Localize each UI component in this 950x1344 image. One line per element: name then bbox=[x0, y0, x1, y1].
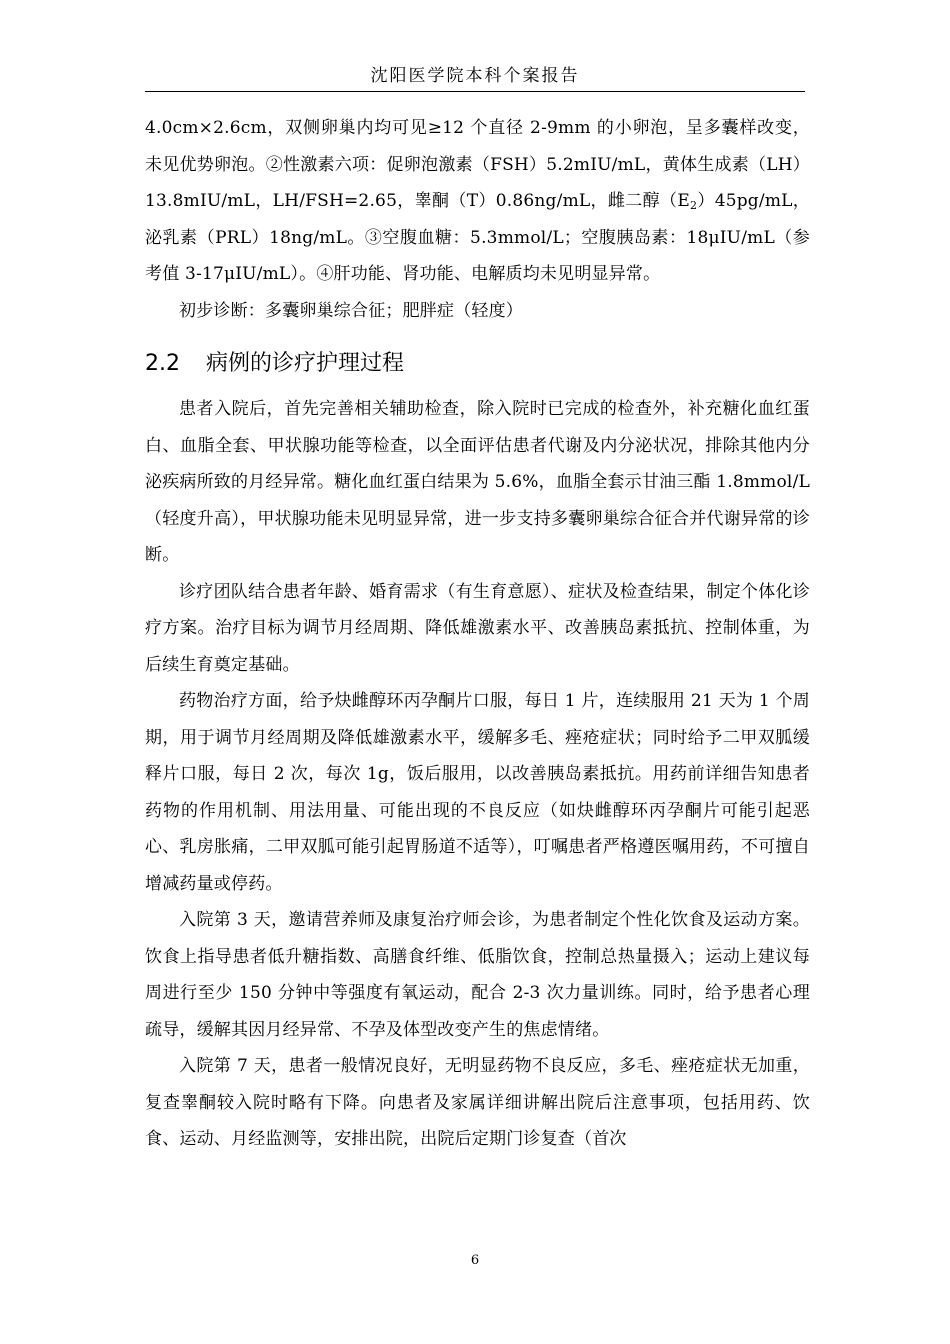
estradiol-subscript: 2 bbox=[689, 199, 698, 212]
paragraph-day3: 入院第 3 天，邀请营养师及康复治疗师会诊，为患者制定个性化饮食及运动方案。饮食上指导患者低升糖指数、高膳食纤维、低脂饮食，控制总热量摄入；运动上建议每周进行至少 150 分钟中等强度有氧运动，配合 2-3 次力量训练。同时，给予患者心理疏导，缓解其因月经异常、不孕及体型改变产生的焦虑情绪。 bbox=[145, 910, 810, 1040]
lab-results-text-b: ）45pg/mL，泌乳素（PRL）18ng/mL。③空腹血糖：5.3mmol/L；空腹胰岛素：18μIU/mL（参考值 3-17μIU/mL）。④肝功能、肾功能、电解质均未见明显异常。 bbox=[145, 191, 810, 284]
page-body bbox=[145, 110, 810, 1158]
lab-results-paragraph bbox=[145, 110, 810, 293]
section-title: 病例的诊疗护理过程 bbox=[206, 351, 405, 376]
header-rule bbox=[145, 91, 805, 92]
lab-results-text-a: 4.0cm×2.6cm，双侧卵巢内均可见≥12 个直径 2-9mm 的小卵泡，呈多囊样改变，未见优势卵泡。②性激素六项：促卵泡激素（FSH）5.2mIU/mL，黄体生成素（LH）13.8mIU/mL，LH/FSH=2.65，睾酮（T）0.86ng/mL，雌二醇（E bbox=[145, 118, 810, 211]
paragraph-day7: 入院第 7 天，患者一般情况良好，无明显药物不良反应，多毛、痤疮症状无加重，复查睾酮较入院时略有下降。向患者及家属详细讲解出院后注意事项，包括用药、饮食、运动、月经监测等，安排出院，出院后定期门诊复查（首次 bbox=[145, 1056, 810, 1149]
paragraph-medication: 药物治疗方面，给予炔雌醇环丙孕酮片口服，每日 1 片，连续服用 21 天为 1 个周期，用于调节月经周期及降低雄激素水平，缓解多毛、痤疮症状；同时给予二甲双胍缓释片口服，每日 2 次，每次 1g，饭后服用，以改善胰岛素抵抗。用药前详细告知患者药物的作用机制、用法用量、可能出现的不良反应（如炔雌醇环丙孕酮片可能引起恶心、乳房胀痛，二甲双胍可能引起胃肠道不适等），叮嘱患者严格遵医嘱用药，不可擅自增减药量或停药。 bbox=[145, 691, 810, 894]
paragraph-treatment-plan: 诊疗团队结合患者年龄、婚育需求（有生育意愿）、症状及检查结果，制定个体化诊疗方案。治疗目标为调节月经周期、降低雄激素水平、改善胰岛素抵抗、控制体重，为后续生育奠定基础。 bbox=[145, 581, 810, 675]
page-number: 6 bbox=[470, 1253, 480, 1268]
section-number: 2.2 bbox=[145, 351, 180, 376]
preliminary-diagnosis: 初步诊断：多囊卵巢综合征；肥胖症（轻度） bbox=[179, 300, 523, 321]
running-header: 沈阳医学院本科个案报告 bbox=[370, 66, 580, 86]
paragraph-workup: 患者入院后，首先完善相关辅助检查，除入院时已完成的检查外，补充糖化血红蛋白、血脂全套、甲状腺功能等检查，以全面评估患者代谢及内分泌状况，排除其他内分泌疾病所致的月经异常。糖化血红蛋白结果为 5.6%，血脂全套示甘油三酯 1.8mmol/L（轻度升高），甲状腺功能未见明显异常，进一步支持多囊卵巢综合征合并代谢异常的诊断。 bbox=[145, 399, 810, 565]
section-heading bbox=[145, 349, 810, 379]
